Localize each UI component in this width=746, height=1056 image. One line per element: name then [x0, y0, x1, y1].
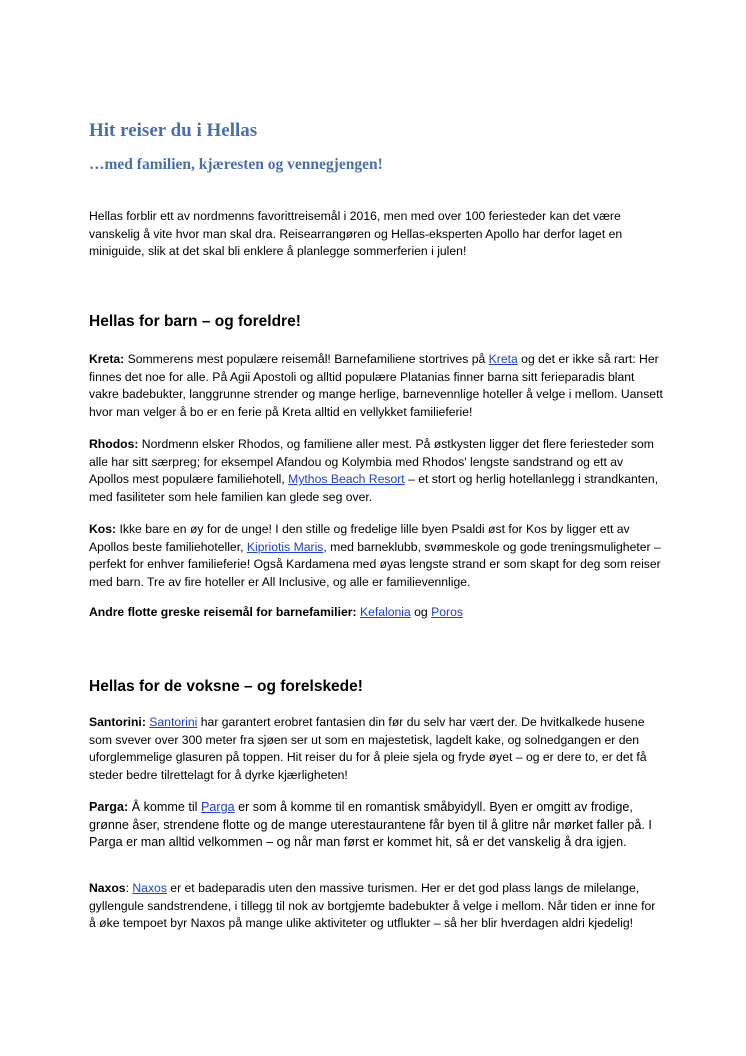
link-santorini[interactable]: Santorini: [149, 715, 198, 729]
text-kreta-1: Sommerens mest populære reisemål! Barnefamiliene stortrives på: [124, 352, 489, 366]
label-kreta: Kreta:: [89, 352, 125, 366]
link-kefalonia[interactable]: Kefalonia: [359, 605, 411, 619]
link-poros[interactable]: Poros: [431, 605, 463, 619]
text-kos-1: Ikke bare en øy for de unge! I den stille og fredelige lille byen Psaldi øst for Kos by ligger ett av Apollos beste familiehoteller,: [89, 522, 630, 554]
label-naxos: Naxos: [89, 881, 126, 895]
paragraph-kreta: [89, 351, 664, 421]
intro-paragraph: Hellas forblir ett av nordmenns favorittreisemål i 2016, men med over 100 feriesteder kan det være vanskelig å vite hvor man skal dra. Reisearrangøren og Hellas-eksperten Apollo har derfor laget en miniguide, slik at det skal bli enklere å planlegge sommerferien i julen!: [89, 209, 623, 258]
link-naxos[interactable]: Naxos: [132, 881, 167, 895]
text-kos-2: , med barneklubb, svømmeskole og gode treningsmuligheter – perfekt for enhver familieferie! Også Kardamena med øyas lengste strand er som skapt for deg som reiser med barn. Tre av fire hoteller er All Inclusive, og alle er familievennlige.: [89, 539, 661, 589]
link-parga[interactable]: Parga: [200, 800, 235, 814]
link-kipriotis-maris[interactable]: Kipriotis Maris: [246, 539, 324, 554]
page-title: Hit reiser du i Hellas: [89, 120, 258, 141]
text-naxos-colon: :: [125, 881, 133, 895]
paragraph-santorini: [89, 714, 664, 784]
text-rhodos-2: – et stort og herlig hotellanlegg i strandkanten, med fasiliteter som hele familien kan glede seg over.: [89, 472, 659, 504]
text-kreta-2: og det er ikke så rart: Her finnes det noe for alle. På Agii Apostoli og alltid populære Platanias finner barna sitt ferieparadis blant vakre badebukter, langgrunne strender og mange herlige, barnevennlige hoteller å velge i mellom. Uansett hvor man velger å bo er en ferie på Kreta alltid en vellykket familieferie!: [89, 352, 663, 419]
paragraph-rhodos: [89, 436, 664, 506]
page-subtitle: …med familien, kjæresten og vennegjengen!: [89, 156, 383, 173]
heading-kids: Hellas for barn – og foreldre!: [89, 313, 301, 330]
text-santorini: har garantert erobret fantasien din før du selv har vært der. De hvitkalkede husene som svever over 300 meter fra sjøen ser ut som en majestetisk, lagdelt kake, og solnedgangen er den uforglemmelige glasuren på toppen. Hit reiser du for å pleie sjela og fryde øyet – og er dere to, er det få steder bedre tilrettelagt for å dyrke kjærligheten!: [89, 715, 647, 782]
paragraph-naxos: [89, 880, 664, 933]
link-mythos-beach-resort[interactable]: Mythos Beach Resort: [288, 472, 405, 486]
heading-adults: Hellas for de voksne – og forelskede!: [89, 678, 363, 695]
label-other-destinations: Andre flotte greske reisemål for barnefamilier:: [89, 605, 357, 619]
label-rhodos: Rhodos:: [89, 437, 139, 451]
label-kos: Kos:: [89, 522, 117, 536]
label-parga: Parga:: [89, 800, 129, 814]
text-separator: og: [410, 605, 432, 619]
paragraph-parga: [89, 799, 664, 852]
label-santorini: Santorini:: [89, 715, 146, 729]
paragraph-other-destinations: [89, 604, 664, 622]
text-rhodos-1: Nordmenn elsker Rhodos, og familiene aller mest. På østkysten ligger det flere feriesteder som alle har sitt særpreg; for eksempel Afandou og Kolymbia med Rhodos' lengste sandstrand og ett av Apollos mest populære familiehotell,: [89, 437, 654, 486]
paragraph-kos: [89, 521, 664, 591]
text-naxos: er et badeparadis uten den massive turismen. Her er det god plass langs de milelange, gyllengule sandstrendene, i tillegg til nok av bortgjemte badebukter å velge i mellom. Når tiden er inne for å øke tempoet byr Naxos på mange ulike aktiviteter og utflukter – så her blir hverdagen aldri kjedelig!: [89, 881, 656, 930]
link-kreta[interactable]: Kreta: [488, 352, 518, 366]
text-parga-2: er som å komme til en romantisk småbyidyll. Byen er omgitt av frodige, grønne åser, strendene flotte og de mange uterestaurantene får byen til å glitre når mørket faller på. I Parga er man alltid velkommen – og når man først er kommet hit, så er det vanskelig å dra igjen.: [89, 800, 652, 849]
text-parga-1: Å komme til: [128, 800, 201, 814]
